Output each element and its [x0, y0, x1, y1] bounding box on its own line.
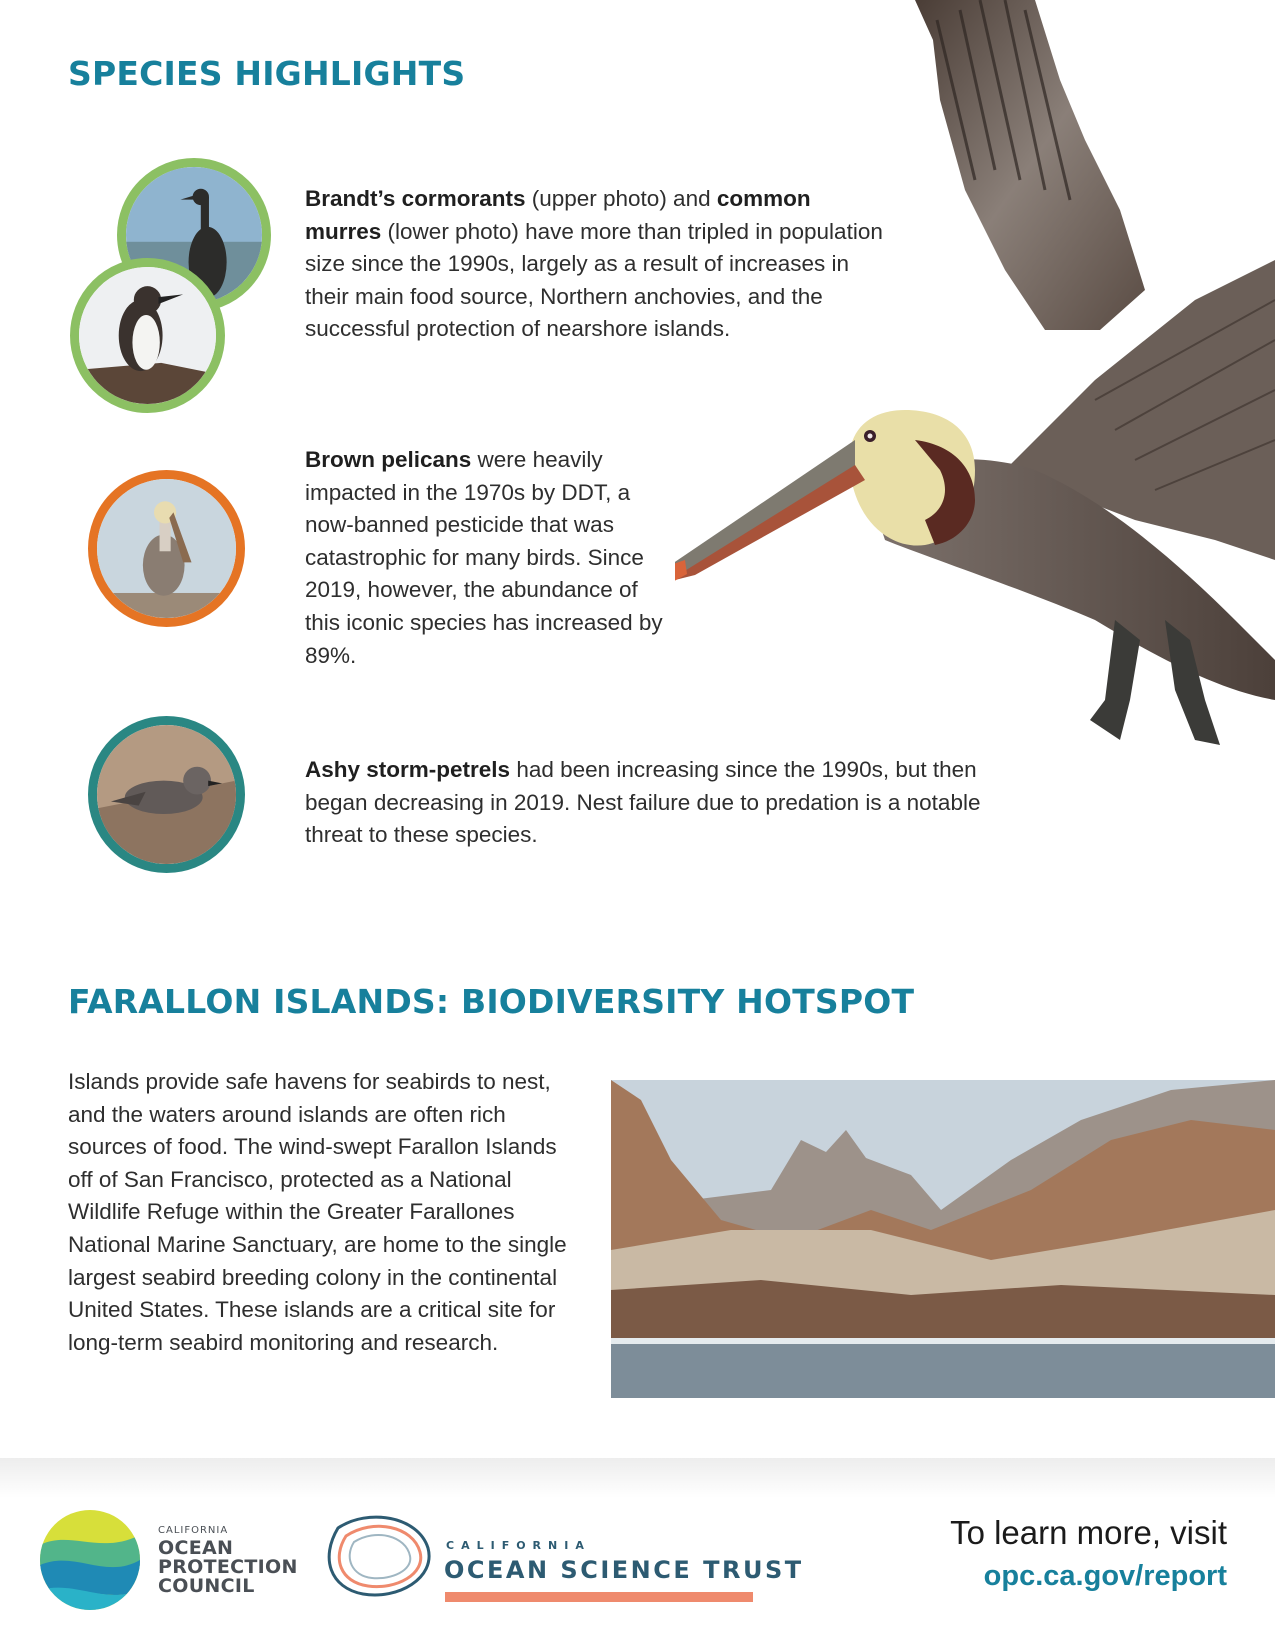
- opc-line-protection: PROTECTION: [158, 1556, 298, 1578]
- species-name-common-murres: common murres: [305, 186, 811, 244]
- ost-accent-bar: [445, 1592, 753, 1602]
- farallon-islands-paragraph: Islands provide safe havens for seabirds to nest, and the waters around islands are often rich sources of food. The wind-swept Farallon Islands off of San Francisco, protected as a National Wildlife Refuge within the Greater Farallones National Marine Sanctuary, are home to the single largest seabird breeding colony in the continental United States. These islands are a critical site for long-term seabird monitoring and research.: [68, 1069, 567, 1355]
- brown-pelican-photo: [88, 470, 245, 627]
- opc-line-ocean: OCEAN: [158, 1537, 234, 1559]
- cormorant-murre-paragraph: [305, 183, 885, 346]
- species-name-brown-pelicans: Brown pelicans: [305, 447, 472, 472]
- ocean-protection-council-logo: [40, 1510, 140, 1610]
- report-link[interactable]: opc.ca.gov/report: [983, 1560, 1227, 1592]
- species-highlights-heading: SPECIES HIGHLIGHTS: [68, 54, 466, 93]
- brown-pelican-illustration: [675, 0, 1275, 790]
- opc-line-council: COUNCIL: [158, 1575, 255, 1597]
- paragraph-text: were heavily impacted in the 1970s by DDT, a now-banned pesticide that was catastrophic for many birds. Since 2019, however, the abundance of this iconic species has increased by 89%.: [305, 447, 663, 668]
- farallon-islands-photo: [611, 1080, 1275, 1398]
- footer-divider: [0, 1458, 1275, 1498]
- common-murre-photo: [70, 258, 225, 413]
- ost-california-text: CALIFORNIA: [446, 1539, 591, 1552]
- species-name-ashy-storm-petrels: Ashy storm-petrels: [305, 757, 511, 782]
- paragraph-text: had been increasing since the 1990s, but then began decreasing in 2019. Nest failure due to predation is a notable threat to these species.: [305, 757, 981, 848]
- brown-pelican-paragraph: [305, 444, 670, 672]
- ocean-science-trust-logo: [318, 1508, 438, 1602]
- species-name-brandts-cormorants: Brandt’s cormorants: [305, 186, 526, 211]
- ost-wordmark: OCEAN SCIENCE TRUST: [444, 1556, 804, 1584]
- opc-california-text: CALIFORNIA: [158, 1525, 229, 1536]
- ashy-storm-petrel-photo: [88, 716, 245, 873]
- ocean-protection-council-wordmark: [158, 1526, 298, 1596]
- paragraph-text: (upper photo) and: [525, 186, 717, 211]
- farallon-islands-heading: FARALLON ISLANDS: BIODIVERSITY HOTSPOT: [68, 982, 915, 1021]
- storm-petrel-paragraph: [305, 754, 1025, 852]
- paragraph-text: (lower photo) have more than tripled in population size since the 1990s, largely as a result of increases in their main food source, Northern anchovies, and the successful protection of nearshore islands.: [305, 218, 883, 342]
- learn-more-text: To learn more, visit: [950, 1514, 1227, 1551]
